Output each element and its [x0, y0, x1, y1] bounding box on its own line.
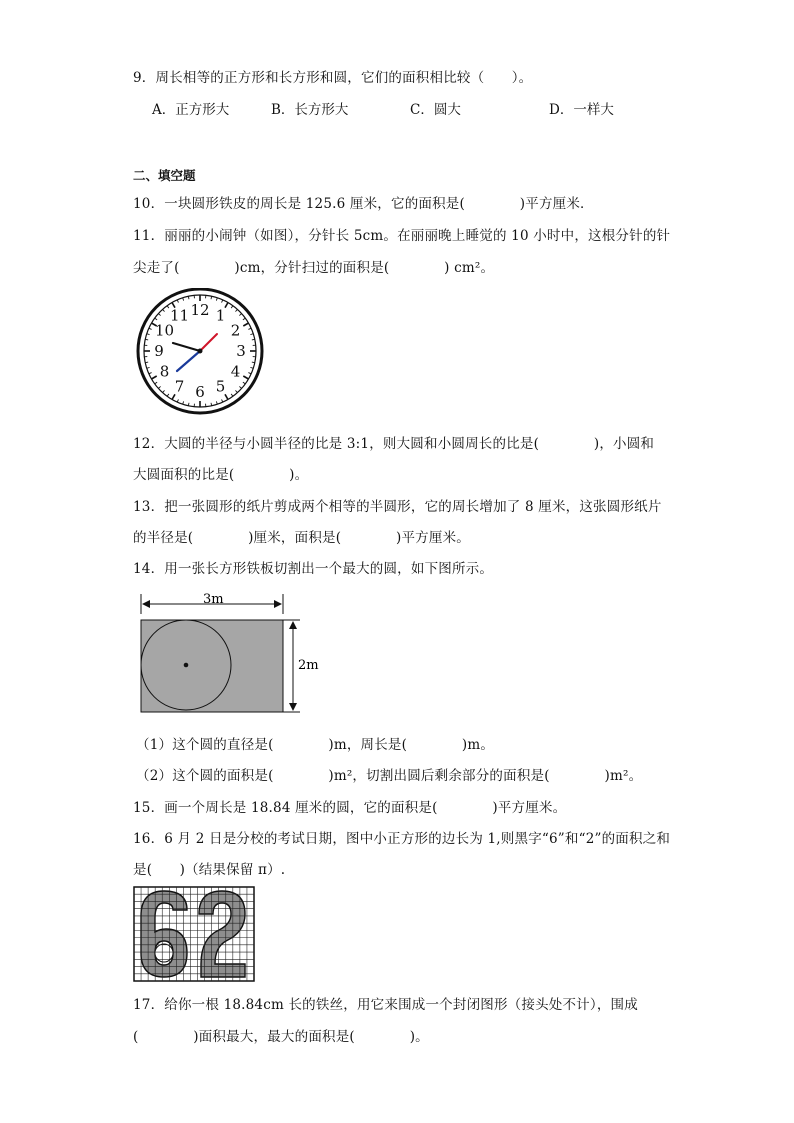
section-title: 二、填空题 [133, 168, 196, 183]
q9-option-d: D．一样大 [549, 102, 614, 118]
q16-line2: 是( )（结果保留 π）. [133, 862, 286, 878]
q16-line1: 16．6 月 2 日是分校的考试日期，图中小正方形的边长为 1,则黑字“6”和“2”的面积之和 [133, 831, 671, 847]
clock-minor-tick [252, 339, 255, 340]
clock-minor-tick [145, 339, 148, 340]
q13-line2: 的半径是( )厘米，面积是( )平方厘米。 [133, 530, 470, 546]
clock-center [198, 349, 203, 354]
clock-number: 6 [195, 383, 205, 401]
clock-minor-tick [145, 362, 148, 363]
q9-option-c: C．圆大 [410, 102, 461, 118]
height-label: 2m [298, 658, 319, 673]
circle-center-dot [184, 663, 189, 668]
clock-number: 5 [215, 377, 226, 396]
q14-sub2: （2）这个圆的面积是( )m²，切割出圆后剩余部分的面积是( )m²。 [136, 768, 643, 784]
clock-number: 9 [154, 342, 164, 360]
clock-number: 1 [215, 306, 226, 325]
clock-number: 12 [190, 301, 210, 319]
q11-line2: 尖走了( )cm，分针扫过的面积是( ) cm²。 [133, 260, 495, 276]
q11-line1: 11．丽丽的小闹钟（如图），分针长 5cm。在丽丽晚上睡觉的 10 小时中，这根分针的针 [133, 228, 671, 244]
width-label: 3m [203, 592, 224, 607]
q9-option-b: B．长方形大 [271, 102, 349, 118]
q9-option-a: A．正方形大 [152, 102, 230, 118]
q17-line2: ( )面积最大，最大的面积是( )。 [133, 1029, 429, 1045]
rectangle-circle-figure [135, 590, 335, 718]
clock-minor-tick [211, 296, 212, 299]
clock-number: 8 [159, 362, 170, 381]
clock-number: 10 [154, 321, 175, 340]
q14-stem: 14．用一张长方形铁板切割出一个最大的圆，如下图所示。 [133, 561, 494, 577]
q14-sub1: （1）这个圆的直径是( )m，周长是( )m。 [136, 737, 495, 753]
clock-number: 2 [230, 321, 241, 340]
clock-minor-tick [188, 296, 189, 299]
clock-minor-tick [252, 362, 255, 363]
clock-number: 11 [169, 306, 190, 325]
clock-minor-tick [211, 403, 212, 406]
q17-line1: 17．给你一根 18.84cm 长的铁丝，用它来围成一个封闭图形（接头处不计），围成 [133, 997, 638, 1013]
q12-line2: 大圆面积的比是( )。 [133, 467, 309, 483]
clock-figure [135, 288, 265, 416]
clock-number: 7 [174, 377, 185, 396]
q12-line1: 12．大圆的半径与小圆半径的比是 3:1，则大圆和小圆周长的比是( )，小圆和 [133, 436, 655, 452]
clock-number: 4 [230, 362, 241, 381]
clock-minor-tick [188, 403, 189, 406]
q13-line1: 13．把一张圆形的纸片剪成两个相等的半圆形，它的周长增加了 8 厘米，这张圆形纸片 [133, 499, 662, 515]
clock-number: 3 [236, 342, 246, 360]
q9-stem: 9．周长相等的正方形和长方形和圆，它们的面积相比较（ ）。 [133, 70, 533, 86]
grid-62-figure [133, 886, 255, 982]
q10-text: 10．一块圆形铁皮的周长是 125.6 厘米，它的面积是( )平方厘米． [133, 196, 594, 212]
q15-text: 15．画一个周长是 18.84 厘米的圆，它的面积是( )平方厘米。 [133, 800, 567, 816]
